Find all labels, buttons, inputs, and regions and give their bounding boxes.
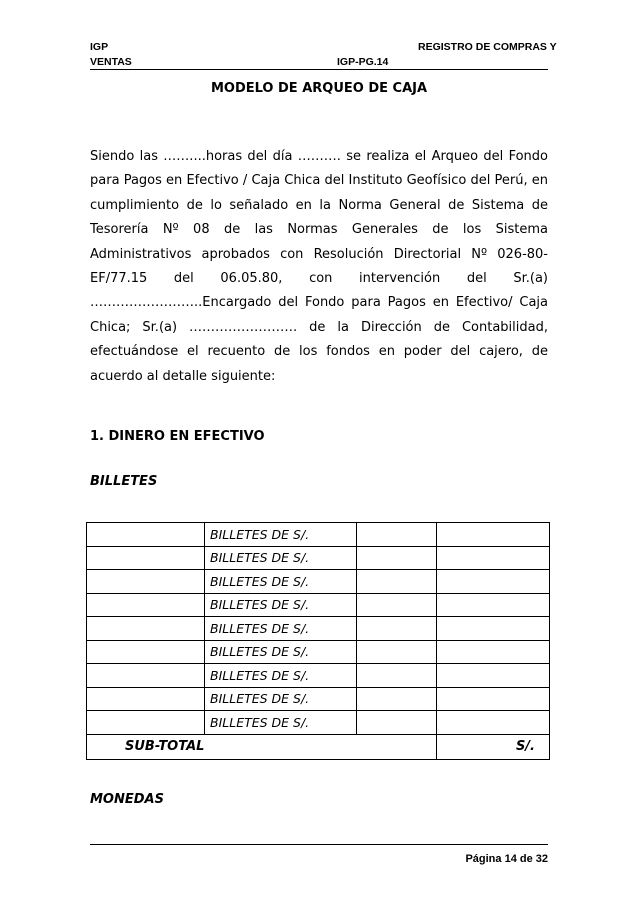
section-heading-cash: 1. DINERO EN EFECTIVO	[90, 429, 265, 444]
bill-cell-blank-1	[87, 640, 205, 664]
header-left-line1: IGP	[90, 41, 109, 53]
bill-cell-blank-1	[87, 546, 205, 570]
bill-cell-blank-1	[87, 593, 205, 617]
bill-cell-blank-1	[87, 664, 205, 688]
bill-cell-blank-1	[87, 617, 205, 641]
bill-cell-quantity	[357, 711, 437, 735]
table-row	[87, 617, 550, 641]
subtotal-row	[87, 734, 550, 759]
page-number: Página 14 de 32	[465, 853, 548, 865]
billetes-heading: BILLETES	[90, 474, 158, 489]
bill-cell-quantity	[357, 570, 437, 594]
header-right: REGISTRO DE COMPRAS Y	[418, 41, 557, 53]
bill-cell-quantity	[357, 546, 437, 570]
billetes-table	[86, 522, 550, 760]
table-row	[87, 640, 550, 664]
bill-cell-amount	[437, 523, 550, 547]
document-title: MODELO DE ARQUEO DE CAJA	[210, 81, 428, 96]
bill-cell-amount	[437, 664, 550, 688]
bill-denomination-label: BILLETES DE S/.	[205, 523, 357, 547]
header-code: IGP-PG.14	[337, 56, 389, 68]
table-row	[87, 570, 550, 594]
bill-cell-amount	[437, 711, 550, 735]
table-row	[87, 546, 550, 570]
bill-denomination-label: BILLETES DE S/.	[205, 687, 357, 711]
bill-cell-blank-1	[87, 711, 205, 735]
bill-denomination-label: BILLETES DE S/.	[205, 640, 357, 664]
bill-cell-amount	[437, 617, 550, 641]
bill-cell-amount	[437, 593, 550, 617]
bill-denomination-label: BILLETES DE S/.	[205, 593, 357, 617]
footer-rule	[90, 844, 548, 845]
bill-cell-quantity	[357, 687, 437, 711]
bill-denomination-label: BILLETES DE S/.	[205, 617, 357, 641]
monedas-heading: MONEDAS	[90, 792, 164, 807]
bill-cell-amount	[437, 570, 550, 594]
bill-denomination-label: BILLETES DE S/.	[205, 546, 357, 570]
bill-cell-quantity	[357, 593, 437, 617]
table-row	[87, 593, 550, 617]
header-left-line2: VENTAS	[90, 56, 132, 68]
bill-cell-quantity	[357, 523, 437, 547]
table-row	[87, 523, 550, 547]
bill-cell-amount	[437, 687, 550, 711]
header-left	[90, 40, 132, 70]
bill-cell-amount	[437, 640, 550, 664]
bill-cell-blank-1	[87, 570, 205, 594]
bill-cell-blank-1	[87, 687, 205, 711]
table-row	[87, 687, 550, 711]
bill-cell-amount	[437, 546, 550, 570]
bill-denomination-label: BILLETES DE S/.	[205, 711, 357, 735]
bill-denomination-label: BILLETES DE S/.	[205, 570, 357, 594]
table-row	[87, 711, 550, 735]
header-rule	[90, 69, 548, 70]
bill-denomination-label: BILLETES DE S/.	[205, 664, 357, 688]
bill-cell-quantity	[357, 640, 437, 664]
table-row	[87, 664, 550, 688]
intro-paragraph: Siendo las ……....horas del día ………. se realiza el Arqueo del Fondo para Pagos en Efectivo / Caja Chica del Instituto Geofísico del Perú, en cumplimiento de lo señalado en la Norma General de Sistema de Tesorería Nº 08 de las Normas Generales de los Sistema Administrativos aprobados con Resolución Directorial Nº 026-80-EF/77.15 del 06.05.80, con intervención del Sr.(a) ……………………..Encargado del Fondo para Pagos en Efectivo/ Caja Chica; Sr.(a) ……………………. de la Dirección de Contabilidad, efectuándose el recuento de los fondos en poder del cajero, de acuerdo al detalle siguiente:	[90, 149, 548, 384]
subtotal-label: SUB-TOTAL	[87, 734, 437, 759]
bill-cell-quantity	[357, 664, 437, 688]
bill-cell-blank-1	[87, 523, 205, 547]
bill-cell-quantity	[357, 617, 437, 641]
subtotal-currency: S/.	[437, 734, 550, 759]
